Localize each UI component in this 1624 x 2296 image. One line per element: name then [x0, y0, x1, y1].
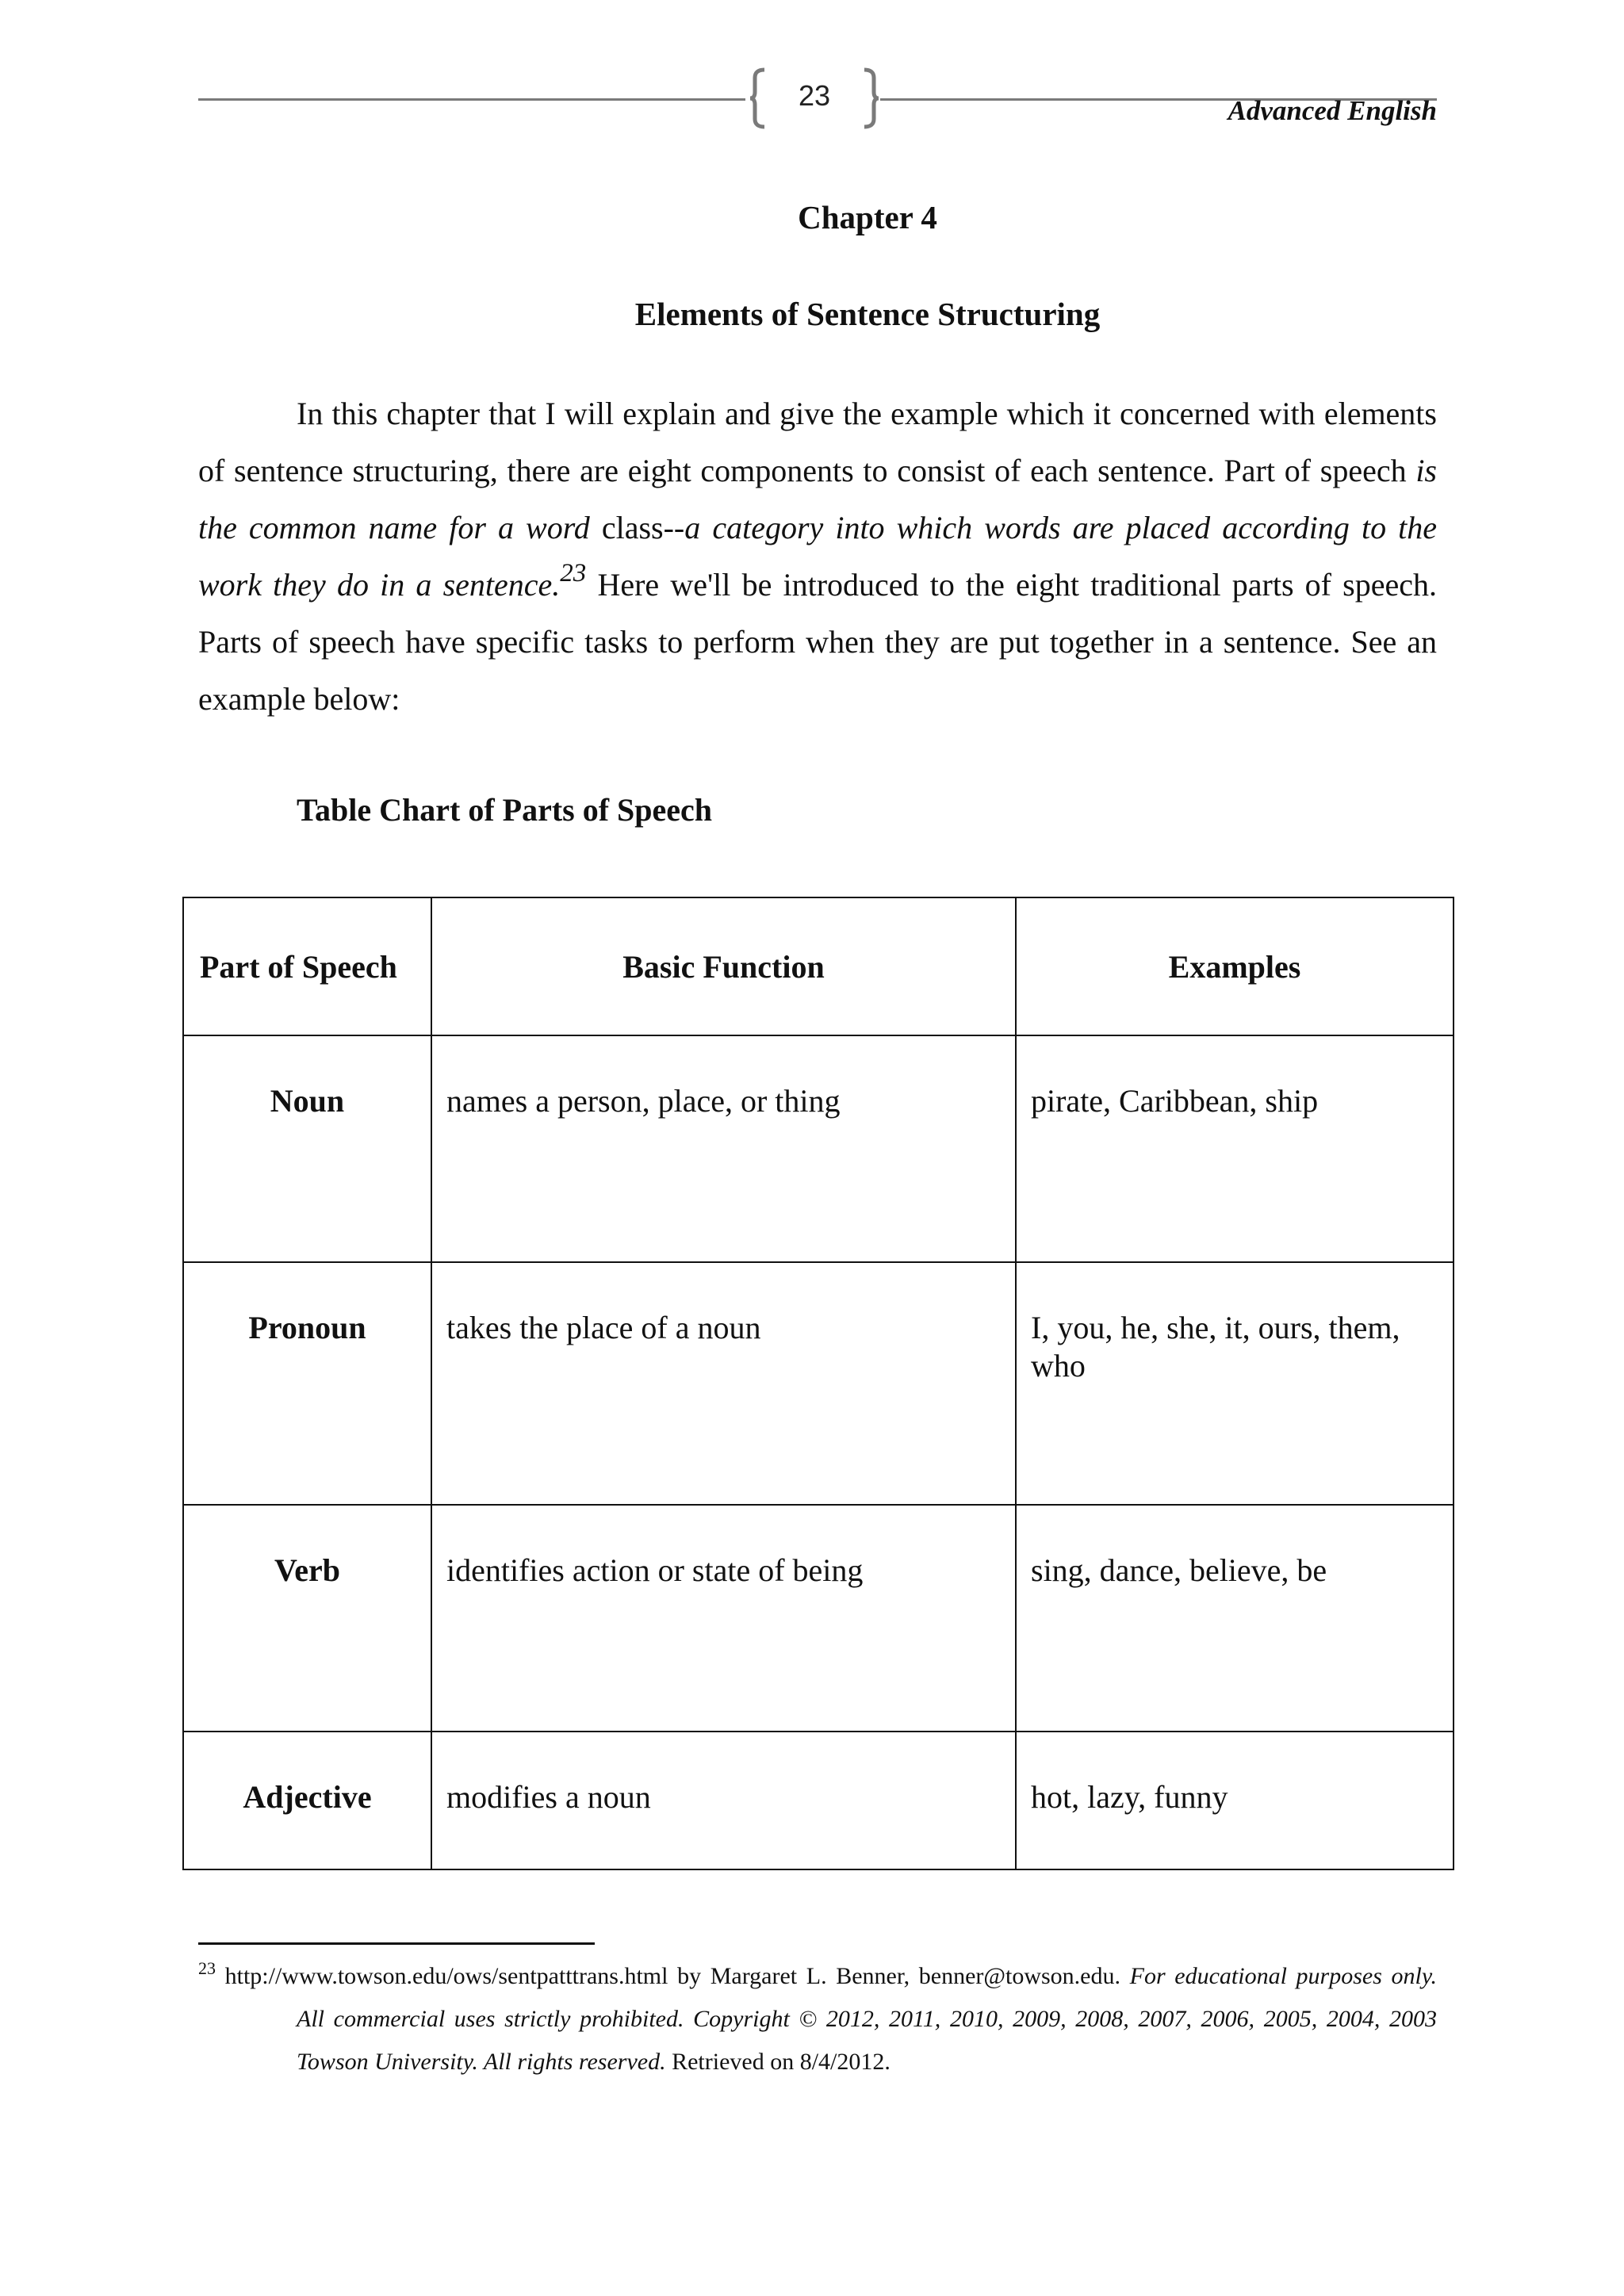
- examples-cell: I, you, he, she, it, ours, them, who: [1016, 1262, 1454, 1505]
- paragraph-text-1: In this chapter that I will explain and give the example which it concerned with elements of sentence structuring, there are eight components to consist of each sentence. Part of speech: [198, 396, 1437, 488]
- footnote: [198, 1955, 1437, 2084]
- part-name-cell: Pronoun: [183, 1262, 431, 1505]
- table-row: [183, 1732, 1454, 1869]
- header-part-of-speech: Part of Speech: [183, 897, 431, 1035]
- running-head: Advanced English: [1228, 95, 1437, 126]
- header-rule-left: [198, 98, 745, 101]
- examples-cell: hot, lazy, funny: [1016, 1732, 1454, 1869]
- header-examples: Examples: [1016, 897, 1454, 1035]
- page-number: 23: [798, 79, 831, 112]
- part-name-cell: Verb: [183, 1505, 431, 1732]
- function-cell: takes the place of a noun: [431, 1262, 1016, 1505]
- chapter-title: Chapter 4: [798, 199, 937, 235]
- parts-of-speech-table: [182, 897, 1454, 1870]
- footnote-source[interactable]: http://www.towson.edu/ows/sentpatttrans.html by Margaret L. Benner, benner@towson.edu.: [216, 1963, 1130, 1989]
- page-number-frame: [749, 67, 880, 130]
- footnote-rights: For educational purposes only. All commercial uses strictly prohibited. Copyright © 2012, 2011, 2010, 2009, 2008, 2007, 2006, 2005, 2004, 2003 Towson University. All rights reserved.: [297, 1963, 1437, 2075]
- paragraph-italic-1: is the common name for a word: [198, 453, 1437, 545]
- examples-cell: pirate, Caribbean, ship: [1016, 1035, 1454, 1262]
- table-caption: Table Chart of Parts of Speech: [297, 792, 713, 828]
- table-row: [183, 1262, 1454, 1505]
- part-name-cell: Noun: [183, 1035, 431, 1262]
- paragraph-text-2: class--: [589, 510, 685, 545]
- function-cell: identifies action or state of being: [431, 1505, 1016, 1732]
- body-paragraph: [198, 385, 1437, 728]
- examples-cell: sing, dance, believe, be: [1016, 1505, 1454, 1732]
- footnote-rule: [198, 1942, 595, 1945]
- table-header-row: [183, 897, 1454, 1035]
- footnote-number: 23: [198, 1958, 216, 1978]
- part-name-cell: Adjective: [183, 1732, 431, 1869]
- function-cell: modifies a noun: [431, 1732, 1016, 1869]
- table-row: [183, 1505, 1454, 1732]
- table-row: [183, 1035, 1454, 1262]
- paragraph-text-3: Here we'll be introduced to the eight traditional parts of speech. Parts of speech have specific tasks to perform when they are put together in a sentence. See an example below:: [198, 567, 1437, 717]
- header-basic-function: Basic Function: [431, 897, 1016, 1035]
- paragraph-italic-2: a category into which words are placed according to the work they do in a sentence.: [198, 510, 1438, 603]
- footnote-retrieved: Retrieved on 8/4/2012.: [665, 2049, 891, 2075]
- section-title: Elements of Sentence Structuring: [634, 296, 1101, 332]
- footnote-reference[interactable]: 23: [560, 559, 587, 587]
- function-cell: names a person, place, or thing: [431, 1035, 1016, 1262]
